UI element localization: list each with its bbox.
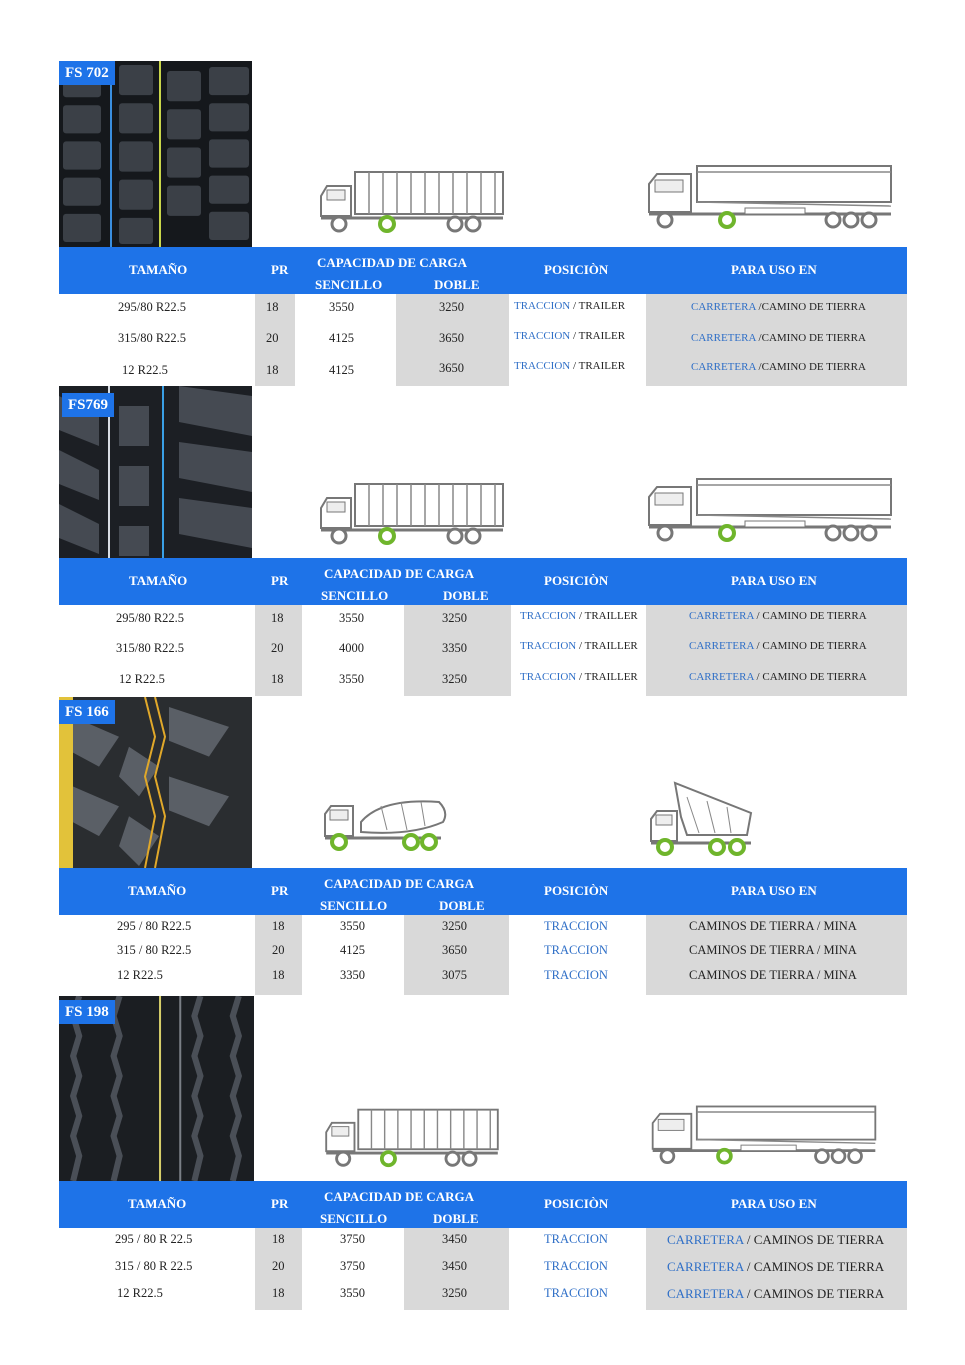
table-body [59,294,907,386]
model-badge: FS 166 [59,700,115,724]
cell-single: 4000 [339,641,364,655]
cell-pr: 18 [266,300,279,314]
cell-position: TRACCION / TRAILLER [520,610,638,622]
cell-size: 295 / 80 R 22.5 [115,1232,193,1246]
header-position: POSICIÒN [544,573,609,588]
cell-double: 3650 [439,331,464,345]
table-body [59,605,907,696]
cell-double: 3450 [442,1259,467,1273]
header-single: SENCILLO [320,898,388,913]
cell-double: 3250 [442,1286,467,1300]
box-truck-icon [317,166,507,236]
model-badge: FS 198 [59,1000,115,1024]
header-pr: PR [271,573,289,588]
cell-pr: 18 [272,1232,285,1246]
cell-pr: 18 [272,1286,285,1300]
cell-size: 295/80 R22.5 [116,611,185,625]
header-use: PARA USO EN [731,883,817,898]
cell-size: 12 R22.5 [117,968,163,982]
tractor-trailer-icon [645,474,895,546]
cell-double: 3650 [442,943,467,957]
header-capacity: CAPACIDAD DE CARGA [324,566,474,581]
cell-position: TRACCION [544,943,608,957]
tractor-trailer-icon [645,161,895,233]
cell-use: CAMINOS DE TIERRA / MINA [689,919,857,933]
cell-size: 315/80 R22.5 [118,331,187,345]
cell-pr: 18 [272,968,285,982]
cell-single: 3550 [329,300,354,314]
table-header [59,558,907,605]
cell-use: CARRETERA / CAMINO DE TIERRA [689,671,867,683]
cell-use: CARRETERA /CAMINO DE TIERRA [691,361,866,373]
cell-single: 3550 [340,919,365,933]
header-double: DOBLE [433,1211,479,1226]
header-position: POSICIÒN [544,883,609,898]
cell-position: TRACCION [544,1259,608,1273]
cell-pr: 20 [272,943,285,957]
header-use: PARA USO EN [731,262,817,277]
header-use: PARA USO EN [731,1196,817,1211]
header-single: SENCILLO [315,277,383,292]
cell-position: TRACCION [544,919,608,933]
table-body [59,915,907,995]
cell-position: TRACCION [544,1232,608,1246]
cell-single: 3350 [340,968,365,982]
cell-pr: 20 [266,331,279,345]
cell-size: 12 R22.5 [119,672,165,686]
cell-single: 3550 [340,1286,365,1300]
cell-single: 3750 [340,1259,365,1273]
cell-size: 315 / 80 R22.5 [117,943,192,957]
header-single: SENCILLO [321,588,389,603]
product-section-fs198 [59,996,907,1310]
cell-single: 3550 [339,672,364,686]
cell-double: 3450 [442,1232,467,1246]
header-position: POSICIÒN [544,1196,609,1211]
header-pr: PR [271,883,289,898]
header-pr: PR [271,1196,289,1211]
cell-double: 3650 [439,361,464,375]
cell-single: 4125 [340,943,365,957]
header-size: TAMAÑO [128,1196,187,1211]
cell-pr: 18 [272,919,285,933]
header-position: POSICIÒN [544,262,609,277]
cell-pr: 18 [266,363,279,377]
cell-use: CARRETERA / CAMINO DE TIERRA [689,610,867,622]
cell-use: CARRETERA / CAMINOS DE TIERRA [667,1259,885,1274]
cell-pr: 20 [271,641,284,655]
cell-position: TRACCION / TRAILER [514,360,626,372]
header-double: DOBLE [434,277,480,292]
cell-position: TRACCION / TRAILER [514,300,626,312]
cell-size: 315/80 R22.5 [116,641,185,655]
header-pr: PR [271,262,289,277]
cell-position: TRACCION [544,968,608,982]
cell-size: 315 / 80 R 22.5 [115,1259,193,1273]
table-body [59,1228,907,1310]
cell-single: 3750 [340,1232,365,1246]
box-truck-icon [321,1104,503,1170]
cell-double: 3250 [442,672,467,686]
cell-use: CAMINOS DE TIERRA / MINA [689,943,857,957]
product-section-fs769 [59,386,907,696]
header-use: PARA USO EN [731,573,817,588]
cell-position: TRACCION / TRAILLER [520,640,638,652]
cell-pr: 20 [272,1259,285,1273]
model-badge: FS769 [62,393,114,417]
cell-use: CAMINOS DE TIERRA / MINA [689,968,857,982]
tractor-trailer-icon [649,1101,879,1169]
header-size: TAMAÑO [129,573,188,588]
cell-use: CARRETERA / CAMINOS DE TIERRA [667,1232,885,1247]
table-header [59,247,907,294]
model-badge: FS 702 [59,61,115,85]
table-header [59,868,907,915]
dump-truck-icon [647,777,757,857]
cell-use: CARRETERA /CAMINO DE TIERRA [691,301,866,313]
cell-position: TRACCION [544,1286,608,1300]
header-capacity: CAPACIDAD DE CARGA [317,255,467,270]
box-truck-icon [317,478,507,548]
cell-position: TRACCION / TRAILLER [520,671,638,683]
cell-use: CARRETERA / CAMINOS DE TIERRA [667,1286,885,1301]
table-header [59,1181,907,1228]
cell-use: CARRETERA / CAMINO DE TIERRA [689,640,867,652]
cell-single: 3550 [339,611,364,625]
header-single: SENCILLO [320,1211,388,1226]
cell-single: 4125 [329,331,354,345]
cell-use: CARRETERA /CAMINO DE TIERRA [691,332,866,344]
cell-size: 295 / 80 R22.5 [117,919,192,933]
cell-double: 3075 [442,968,467,982]
cell-size: 12 R22.5 [117,1286,163,1300]
cell-size: 12 R22.5 [122,363,168,377]
cell-pr: 18 [271,672,284,686]
header-size: TAMAÑO [129,262,188,277]
tire-tread-photo [59,61,252,247]
cell-double: 3250 [439,300,464,314]
cell-double: 3250 [442,919,467,933]
product-section-fs702 [59,61,907,386]
cell-position: TRACCION / TRAILER [514,330,626,342]
cell-size: 295/80 R22.5 [118,300,187,314]
header-capacity: CAPACIDAD DE CARGA [324,876,474,891]
header-double: DOBLE [443,588,489,603]
header-double: DOBLE [439,898,485,913]
header-capacity: CAPACIDAD DE CARGA [324,1189,474,1204]
cell-single: 4125 [329,363,354,377]
header-size: TAMAÑO [128,883,187,898]
cell-double: 3250 [442,611,467,625]
concrete-mixer-truck-icon [321,792,451,852]
product-section-fs166 [59,697,907,995]
cell-pr: 18 [271,611,284,625]
cell-double: 3350 [442,641,467,655]
